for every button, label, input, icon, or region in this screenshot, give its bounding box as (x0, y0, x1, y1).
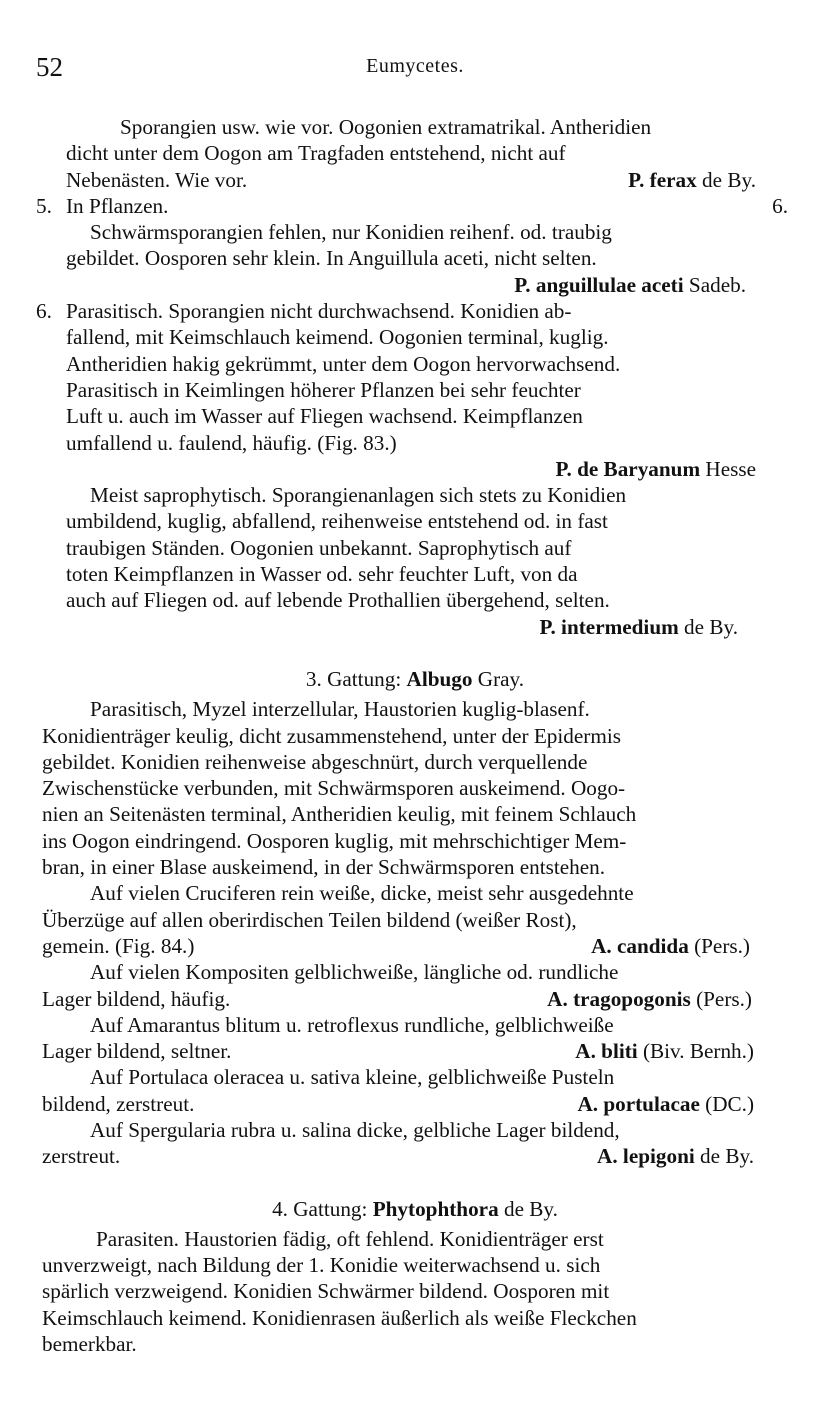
species-name (547, 986, 794, 1012)
text-line: Auf vielen Cruciferen rein weiße, dicke, meist sehr ausgedehnte (90, 881, 634, 906)
key-entry-anguillulae (36, 219, 794, 298)
species-line (66, 614, 794, 640)
key-number: 6. (36, 299, 52, 324)
text-line: Nebenästen. Wie vor. (66, 167, 248, 192)
species-name (597, 1143, 794, 1169)
text-line: dicht unter dem Oogon am Tragfaden entstehend, nicht auf (66, 141, 566, 166)
text-line: bemerkbar. (42, 1332, 137, 1357)
species-name (628, 167, 794, 193)
text-line: auch auf Fliegen od. auf lebende Prothallien übergehend, selten. (66, 588, 610, 613)
text-line: gemein. (Fig. 84.) (42, 933, 195, 958)
species-name (591, 933, 794, 959)
species-line (42, 1091, 794, 1117)
text-line: Meist saprophytisch. Sporangienanlagen sich stets zu Konidien (90, 483, 627, 508)
text-line: Parasitisch. Sporangien nicht durchwachsend. Konidien ab- (66, 299, 572, 324)
text-line: bildend, zerstreut. (42, 1091, 195, 1116)
text-line: Überzüge auf allen oberirdischen Teilen bildend (weißer Rost), (42, 907, 577, 932)
species-authority: de By. (700, 1144, 754, 1169)
genus-heading-phytophthora (36, 1196, 794, 1222)
genus-name: Phytophthora (372, 1196, 499, 1221)
text-line: toten Keimpflanzen in Wasser od. sehr feuchter Luft, von da (66, 562, 578, 587)
genus-heading-albugo (36, 666, 794, 692)
text-line: fallend, mit Keimschlauch keimend. Oogonien terminal, kuglig. (66, 325, 609, 350)
species-line (66, 272, 794, 298)
species-authority: (Biv. Bernh.) (642, 1039, 754, 1064)
genus-prefix: 4. Gattung: (272, 1196, 368, 1221)
species-line (42, 1143, 794, 1169)
text-line: Parasitisch, Myzel interzellular, Haustorien kuglig-blasenf. (90, 697, 590, 722)
species-name-bold: P. ferax (628, 167, 697, 192)
genus-name: Albugo (406, 666, 473, 691)
species-line (66, 167, 794, 193)
species-authority: de By. (684, 614, 738, 639)
species-line (42, 986, 794, 1012)
text-line: Sporangien usw. wie vor. Oogonien extramatrikal. Antheridien (120, 115, 652, 139)
text-line: Antheridien hakig gekrümmt, unter dem Oogon hervorwachsend. (66, 351, 621, 376)
genus-description-phytophthora (36, 1226, 794, 1357)
species-name-bold: A. lepigoni (597, 1144, 695, 1169)
species-authority: (Pers.) (694, 933, 750, 958)
species-line (66, 456, 794, 482)
text-line: Parasiten. Haustorien fädig, oft fehlend. Konidienträger erst (96, 1226, 604, 1251)
species-name-bold: A. portulacae (577, 1091, 700, 1116)
key-entry-ferax (36, 114, 794, 193)
key-entry-intermedium (36, 482, 794, 640)
species-name (577, 1091, 794, 1117)
species-line (42, 1038, 794, 1064)
text-line: umbildend, kuglig, abfallend, reihenweise entstehend od. in fast (66, 509, 608, 534)
species-name-bold: A. bliti (575, 1039, 638, 1064)
text-line: nien an Seitenästen terminal, Antheridien keulig, mit feinem Schlauch (42, 802, 637, 827)
text-line: Luft u. auch im Wasser auf Fliegen wachsend. Keimpflanzen (66, 404, 583, 429)
text-line: Lager bildend, seltner. (42, 1039, 232, 1064)
key-5 (36, 193, 794, 219)
text-line: Auf Portulaca oleracea u. sativa kleine, gelblichweiße Pusteln (90, 1065, 615, 1090)
text-line: Konidienträger keulig, dicht zusammenstehend, unter der Epidermis (42, 723, 621, 748)
text-line: bran, in einer Blase auskeimend, in der Schwärmsporen entstehen. (42, 855, 606, 880)
species-name (514, 272, 794, 298)
species-name-bold: A. tragopogonis (547, 986, 691, 1011)
text-line: gebildet. Konidien reihenweise abgeschnürt, durch verquellende (42, 749, 588, 774)
text-line: umfallend u. faulend, häufig. (Fig. 83.) (66, 430, 397, 455)
species-name (575, 1038, 794, 1064)
text-line: unverzweigt, nach Bildung der 1. Konidie weiterwachsend u. sich (42, 1253, 601, 1278)
species-name (539, 614, 794, 640)
species-name (555, 456, 794, 482)
text-line: Schwärmsporangien fehlen, nur Konidien reihenf. od. traubig (90, 220, 612, 245)
species-name-bold: P. de Baryanum (555, 456, 701, 481)
text-line: Auf vielen Kompositen gelblichweiße, längliche od. rundliche (90, 960, 619, 985)
running-head: Eumycetes. (366, 55, 464, 77)
text-line: traubigen Ständen. Oogonien unbekannt. Saprophytisch auf (66, 535, 572, 560)
species-name-bold: P. intermedium (539, 614, 679, 639)
text-line: spärlich verzweigend. Konidien Schwärmer bildend. Oosporen mit (42, 1279, 610, 1304)
key-6 (36, 298, 794, 482)
key-reference: 6. (772, 193, 788, 218)
page-header (36, 52, 794, 92)
page-number: 52 (36, 52, 63, 82)
genus-prefix: 3. Gattung: (305, 666, 402, 691)
species-name-bold: A. candida (591, 933, 689, 958)
text-line: gebildet. Oosporen sehr klein. In Anguillula aceti, nicht selten. (66, 246, 597, 271)
species-authority: (Pers.) (696, 986, 752, 1011)
species-authority: Sadeb. (688, 272, 746, 297)
species-authority: Hesse (705, 456, 756, 481)
species-authority: (DC.) (705, 1091, 754, 1116)
species-line (42, 933, 794, 959)
genus-description-albugo (36, 696, 794, 1169)
page-body (36, 114, 794, 1357)
genus-authority: de By. (503, 1196, 558, 1221)
text-line: Auf Spergularia rubra u. salina dicke, gelbliche Lager bildend, (90, 1117, 620, 1142)
text-line: Auf Amarantus blitum u. retroflexus rundliche, gelblichweiße (90, 1012, 614, 1037)
key-number: 5. (36, 193, 52, 218)
text-line: Lager bildend, häufig. (42, 986, 231, 1011)
key-text: In Pflanzen. (66, 193, 169, 218)
species-name-bold: P. anguillulae aceti (514, 272, 684, 297)
text-line: Keimschlauch keimend. Konidienrasen äußerlich als weiße Fleckchen (42, 1305, 637, 1330)
species-authority: de By. (702, 167, 756, 192)
text-line: zerstreut. (42, 1144, 121, 1169)
text-line: Parasitisch in Keimlingen höherer Pflanzen bei sehr feuchter (66, 377, 581, 402)
text-line: ins Oogon eindringend. Oosporen kuglig, mit mehrschichtiger Mem- (42, 828, 627, 853)
genus-authority: Gray. (477, 666, 525, 691)
text-line: Zwischenstücke verbunden, mit Schwärmsporen auskeimend. Oogo- (42, 776, 626, 801)
